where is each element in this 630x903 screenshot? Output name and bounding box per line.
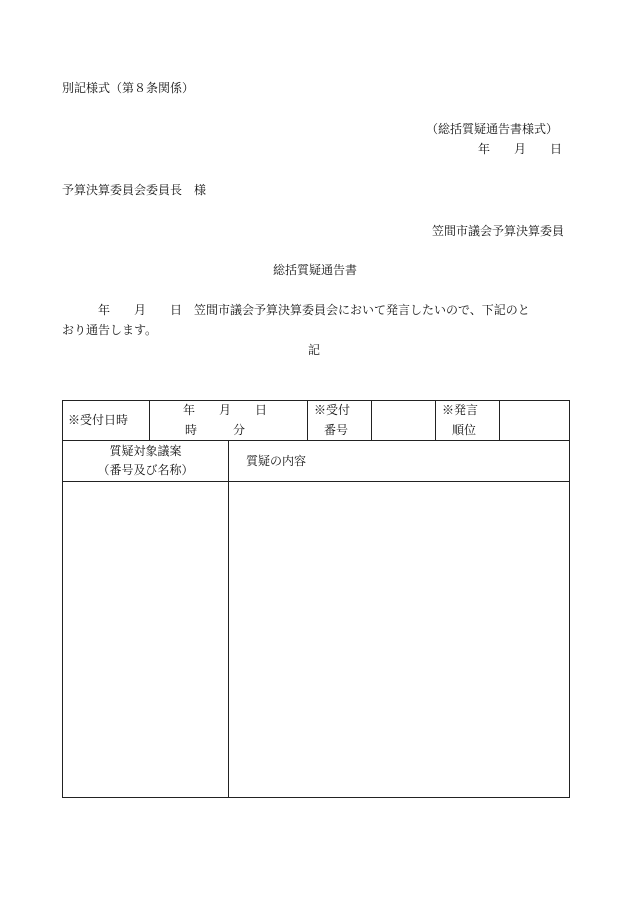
date-placeholder: 年 月 日	[182, 403, 267, 417]
date-line: 年 月 日	[477, 142, 562, 156]
form-label: 別記様式（第８条関係）	[62, 81, 195, 95]
speech-order-value[interactable]	[500, 401, 569, 440]
sender: 笠間市議会予算決算委員	[431, 224, 564, 238]
document-title: 総括質疑通告書	[272, 263, 357, 277]
received-datetime-label: ※受付日時	[68, 413, 129, 427]
ki-label: 記	[307, 343, 320, 357]
speech-order-label-1: ※発言	[441, 403, 478, 417]
receipt-number-label-1: ※受付	[313, 403, 350, 417]
target-bill-label-1: 質疑対象議案	[109, 444, 182, 458]
form-name: （総括質疑通告書様式）	[425, 122, 558, 136]
question-content-label: 質疑の内容	[246, 454, 307, 468]
receipt-number-label-2: 番号	[323, 423, 348, 437]
receipt-number-value[interactable]	[372, 401, 435, 440]
target-bill-field[interactable]	[63, 482, 228, 797]
addressee: 予算決算委員会委員長 様	[62, 183, 207, 197]
body-line-2: おり通告します。	[62, 323, 158, 337]
body-line-1: 年 月 日 笠間市議会予算決算委員会において発言したいので、下記のと	[62, 303, 530, 317]
question-content-field[interactable]	[229, 482, 569, 797]
target-bill-label-2: （番号及び名称）	[97, 463, 194, 477]
time-placeholder: 時 分	[184, 423, 245, 437]
speech-order-label-2: 順位	[451, 423, 476, 437]
